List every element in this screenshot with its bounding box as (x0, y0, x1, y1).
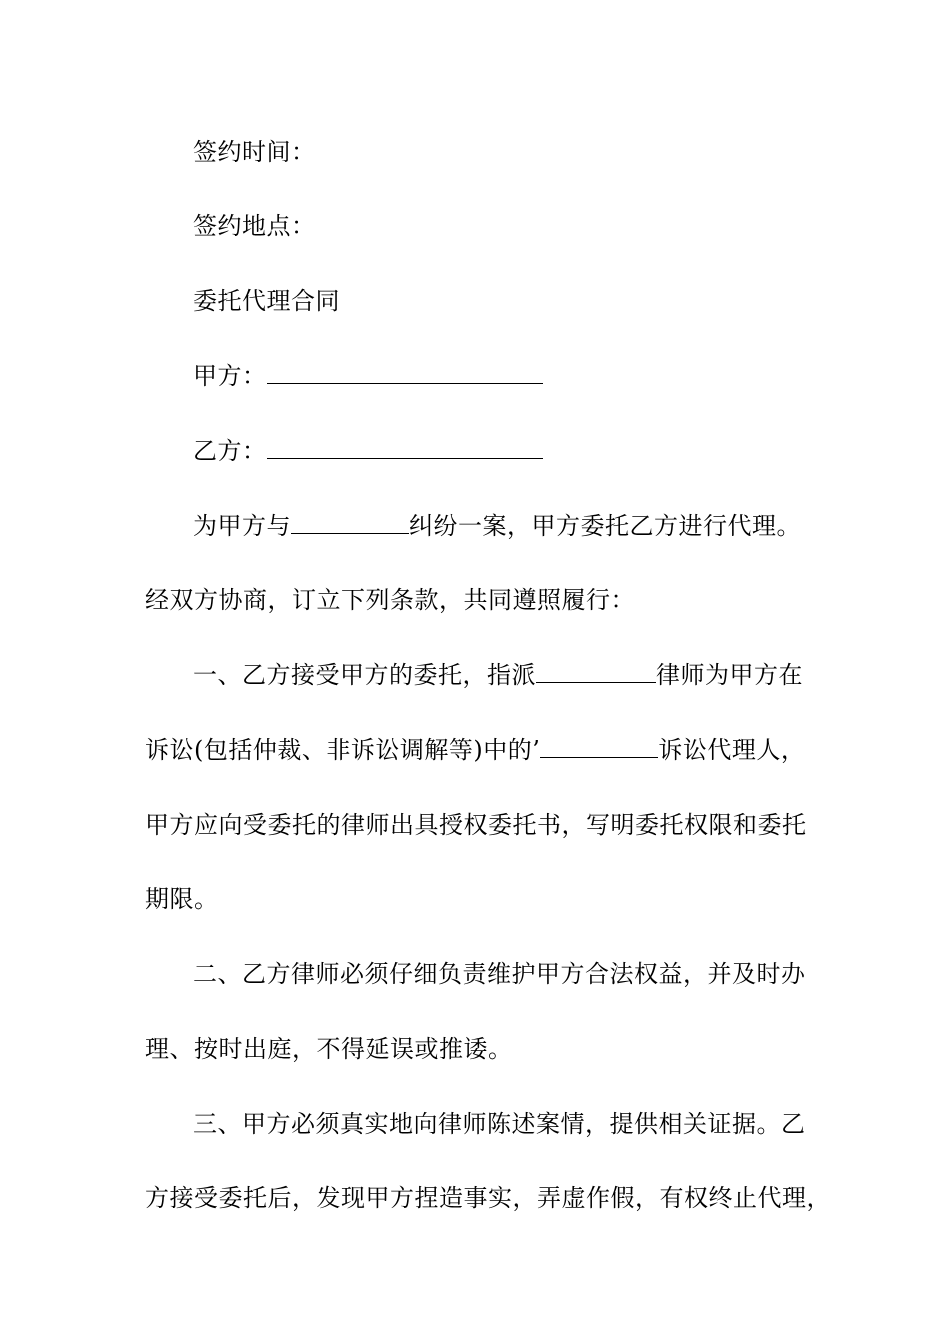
clause3-line-1: 三、甲方必须真实地向律师陈述案情，提供相关证据。乙 (193, 1110, 806, 1138)
clause3-line-2: 方接受委托后，发现甲方捏造事实，弄虚作假，有权终止代理， (145, 1184, 831, 1212)
clause1-text-c: 诉讼(包括仲裁、非诉讼调解等)中的’ (145, 736, 541, 764)
clause1-text-d: 诉讼代理人， (658, 736, 806, 764)
clause1-line-1 (193, 660, 803, 690)
contract-title: 委托代理合同 (193, 287, 340, 315)
intro-text-a: 为甲方与 (193, 512, 291, 540)
party-b-line (193, 436, 543, 466)
party-a-label: 甲方： (193, 362, 267, 390)
clause1-line-3: 甲方应向受委托的律师出具授权委托书，写明委托权限和委托 (145, 811, 807, 839)
intro-text-b: 纠纷一案，甲方委托乙方进行代理。 (409, 512, 801, 540)
signing-place-label: 签约地点： (193, 212, 316, 240)
party-b-label: 乙方： (193, 437, 267, 465)
signing-time-label: 签约时间： (193, 138, 316, 166)
intro-line-2: 经双方协商，订立下列条款，共同遵照履行： (145, 586, 635, 614)
clause1-line-2 (145, 735, 805, 765)
lawyer-blank[interactable] (536, 660, 656, 683)
party-a-blank[interactable] (267, 361, 543, 384)
clause1-line-4: 期限。 (145, 885, 219, 913)
clause1-text-b: 律师为甲方在 (656, 661, 803, 689)
intro-line-1 (193, 511, 801, 541)
agent-type-blank[interactable] (540, 735, 658, 758)
party-b-blank[interactable] (267, 436, 543, 459)
clause1-text-a: 一、乙方接受甲方的委托，指派 (193, 661, 536, 689)
party-a-line (193, 361, 543, 391)
clause2-line-2: 理、按时出庭，不得延误或推诿。 (145, 1035, 513, 1063)
dispute-blank[interactable] (291, 511, 409, 534)
clause2-line-1: 二、乙方律师必须仔细负责维护甲方合法权益，并及时办 (193, 960, 806, 988)
